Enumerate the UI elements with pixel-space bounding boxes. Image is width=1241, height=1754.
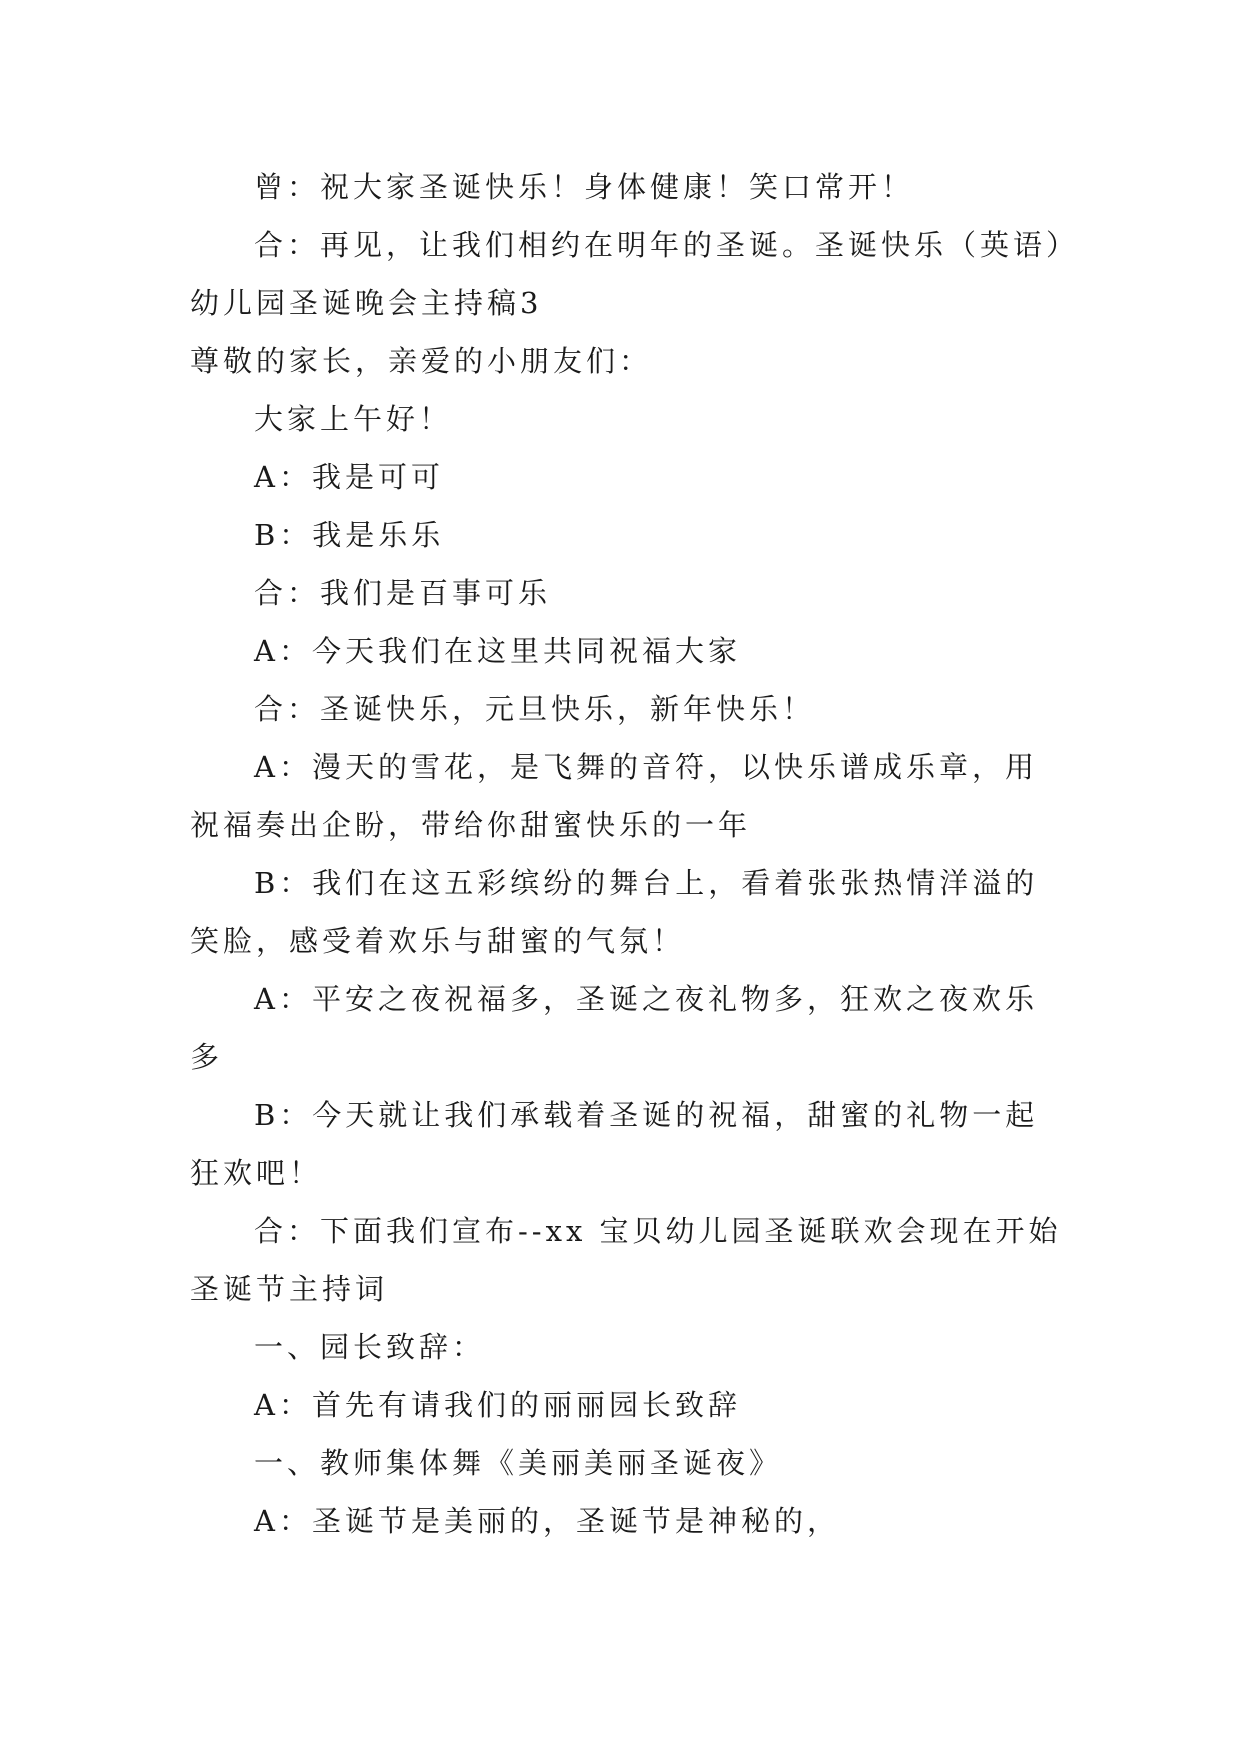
text-line: B：我是乐乐 xyxy=(254,518,445,552)
text-line: A：漫天的雪花，是飞舞的音符，以快乐谱成乐章，用 xyxy=(254,750,1038,784)
text-line: 笑脸，感受着欢乐与甜蜜的气氛！ xyxy=(190,924,686,958)
text-line: 合：圣诞快乐，元旦快乐，新年快乐！ xyxy=(254,692,816,726)
text-line: A：今天我们在这里共同祝福大家 xyxy=(254,634,741,668)
text-line: 大家上午好！ xyxy=(254,402,453,436)
text-line: A：圣诞节是美丽的，圣诞节是神秘的， xyxy=(254,1504,840,1538)
text-line: 一、园长致辞： xyxy=(254,1330,486,1364)
text-line: B：今天就让我们承载着圣诞的祝福，甜蜜的礼物一起 xyxy=(254,1098,1039,1132)
text-line: 合：再见，让我们相约在明年的圣诞。圣诞快乐（英语） xyxy=(254,228,1080,262)
document-body xyxy=(190,158,1120,1550)
text-line: 祝福奏出企盼，带给你甜蜜快乐的一年 xyxy=(190,808,752,842)
text-line: 狂欢吧！ xyxy=(190,1156,323,1190)
text-line: 幼儿园圣诞晚会主持稿3 xyxy=(190,286,543,320)
text-line: 尊敬的家长，亲爱的小朋友们： xyxy=(190,344,653,378)
text-line: B：我们在这五彩缤纷的舞台上，看着张张热情洋溢的 xyxy=(254,866,1039,900)
text-line: 合：我们是百事可乐 xyxy=(254,576,552,610)
text-line: 曾：祝大家圣诞快乐！身体健康！笑口常开！ xyxy=(254,170,915,204)
text-line: 合：下面我们宣布--xx 宝贝幼儿园圣诞联欢会现在开始 xyxy=(254,1214,1062,1248)
text-line: A：我是可可 xyxy=(254,460,444,494)
text-line: A：平安之夜祝福多，圣诞之夜礼物多，狂欢之夜欢乐 xyxy=(254,982,1038,1016)
text-line: A：首先有请我们的丽丽园长致辞 xyxy=(254,1388,741,1422)
text-line: 多 xyxy=(190,1040,224,1074)
text-line: 圣诞节主持词 xyxy=(190,1272,389,1306)
text-line: 一、教师集体舞《美丽美丽圣诞夜》 xyxy=(254,1446,783,1480)
